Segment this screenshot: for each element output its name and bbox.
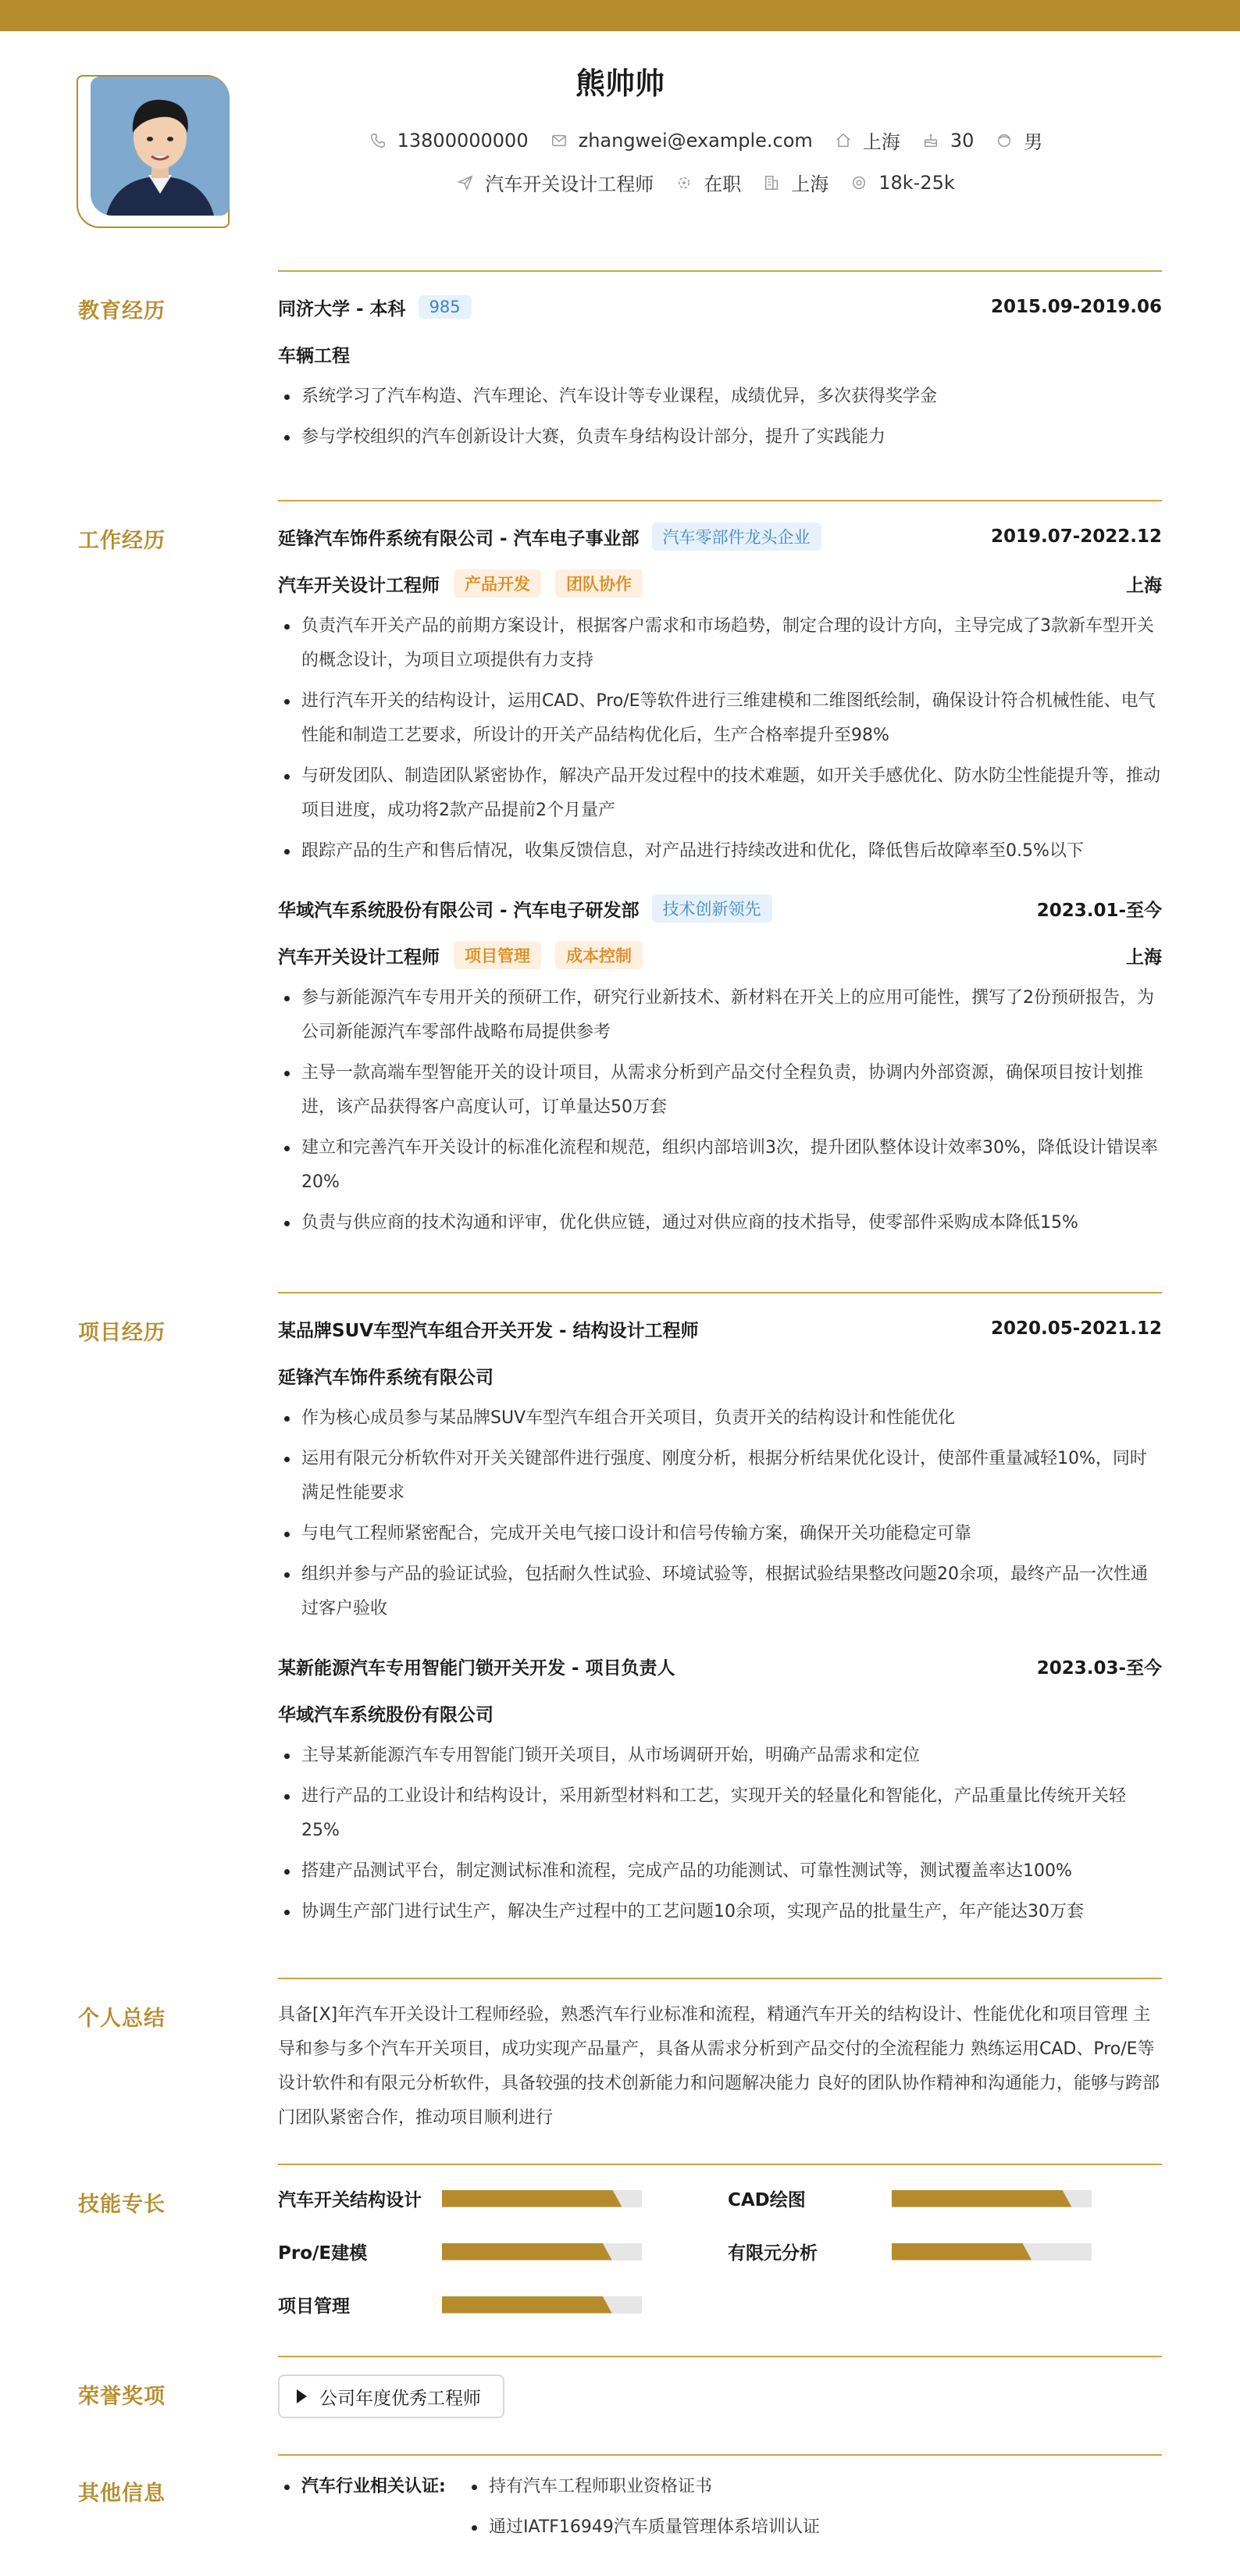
section-title: 技能专长 bbox=[78, 2192, 166, 2217]
list-item: 持有汽车工程师职业资格证书 bbox=[465, 2470, 820, 2504]
education-bullets bbox=[278, 380, 1162, 455]
section-divider bbox=[278, 1292, 1162, 1293]
section-divider bbox=[278, 270, 1162, 272]
email-item bbox=[551, 130, 813, 152]
skill-item bbox=[278, 2292, 642, 2317]
skill-item bbox=[728, 2239, 1092, 2264]
send-icon bbox=[457, 174, 474, 191]
position-item bbox=[457, 169, 654, 196]
role-tag: 成本控制 bbox=[555, 941, 643, 969]
other-content bbox=[278, 2470, 1162, 2571]
company-tag: 技术创新领先 bbox=[652, 894, 772, 922]
list-item: 跟踪产品的生产和售后情况，收集反馈信息，对产品进行持续改进和优化，降低售后故障率至0.5%以下 bbox=[278, 834, 1162, 869]
skill-bar-fill bbox=[442, 2243, 612, 2260]
section-title: 项目经历 bbox=[78, 1321, 166, 1345]
skill-bar bbox=[442, 2243, 642, 2260]
status-item bbox=[675, 169, 741, 196]
home-icon bbox=[835, 132, 852, 149]
coin-icon bbox=[850, 174, 868, 191]
job-date: 2019.07-2022.12 bbox=[990, 526, 1162, 547]
summary-text: 具备[X]年汽车开关设计工程师经验，熟悉汽车行业标准和流程，精通汽车开关的结构设计、性能优化和项目管理 主导和参与多个汽车开关项目，成功实现产品量产，具备从需求分析到产品交付的全流程能力 熟练运用CAD、Pro/E等设计软件和有限元分析软件，具备较强的技术创新能力和问题解决能力 良好的团队协作精神和沟通能力，能够与跨部门团队紧密合作，推动项目顺利进行 bbox=[278, 2005, 1160, 2128]
project-company: 延锋汽车饰件系统有限公司 bbox=[278, 1367, 494, 1388]
school-name: 同济大学 - 本科 bbox=[278, 298, 406, 319]
city-item bbox=[835, 127, 900, 154]
other-key: 汽车行业相关认证: bbox=[278, 2470, 446, 2504]
project-date: 2023.03-至今 bbox=[1036, 1657, 1162, 1679]
project-header bbox=[278, 1314, 1162, 1343]
project-entry bbox=[278, 1651, 1162, 1929]
section-title: 个人总结 bbox=[78, 2007, 166, 2031]
skill-item bbox=[278, 2239, 642, 2264]
job-intent-row bbox=[242, 169, 1170, 196]
age-text: 30 bbox=[950, 129, 975, 152]
job-entry bbox=[278, 522, 1162, 869]
skill-bar-fill bbox=[892, 2243, 1032, 2260]
list-item: 系统学习了汽车构造、汽车理论、汽车设计等专业课程，成绩优异，多次获得奖学金 bbox=[278, 380, 1162, 414]
skill-bar bbox=[442, 2190, 642, 2207]
project-date: 2020.05-2021.12 bbox=[990, 1318, 1162, 1339]
list-item: 通过IATF16949汽车质量管理体系培训认证 bbox=[465, 2510, 820, 2545]
section-title: 其他信息 bbox=[78, 2481, 166, 2506]
project-company: 华域汽车系统股份有限公司 bbox=[278, 1704, 494, 1725]
city-text: 上海 bbox=[862, 131, 900, 153]
job-date: 2023.01-至今 bbox=[1036, 900, 1162, 921]
list-item: 组织并参与产品的验证试验，包括耐久性试验、环境试验等，根据试验结果整改问题20余项，最终产品一次性通过客户验收 bbox=[278, 1557, 1162, 1626]
section-divider bbox=[278, 2454, 1162, 2456]
status-icon bbox=[675, 174, 693, 191]
major-row bbox=[278, 339, 1162, 369]
list-item: 参与新能源汽车专用开关的预研工作，研究行业新技术、新材料在开关上的应用可能性，撰写了2份预研报告，为公司新能源汽车零部件战略布局提供参考 bbox=[278, 981, 1162, 1050]
phone-icon bbox=[369, 132, 387, 149]
salary-item bbox=[850, 172, 955, 194]
project-bullets bbox=[278, 1401, 1162, 1626]
list-item: 主导某新能源汽车专用智能门锁开关项目，从市场调研开始，明确产品需求和定位 bbox=[278, 1739, 1162, 1773]
skill-bar bbox=[892, 2190, 1092, 2207]
play-icon bbox=[297, 2389, 307, 2403]
list-item: 与电气工程师紧密配合，完成开关电气接口设计和信号传输方案，确保开关功能稳定可靠 bbox=[278, 1517, 1162, 1551]
cake-icon bbox=[922, 132, 939, 149]
section-title: 工作经历 bbox=[78, 529, 166, 553]
section-divider bbox=[278, 2356, 1162, 2357]
skill-bar-fill bbox=[442, 2296, 612, 2314]
skill-label: CAD绘图 bbox=[728, 2190, 806, 2210]
education-content bbox=[278, 292, 1162, 455]
list-item: 建立和完善汽车开关设计的标准化流程和规范，组织内部培训3次，提升团队整体设计效率30%，降低设计错误率20% bbox=[278, 1131, 1162, 1200]
list-item: 进行汽车开关的结构设计，运用CAD、Pro/E等软件进行三维建模和二维图纸绘制，确保设计符合机械性能、电气性能和制造工艺要求，所设计的开关产品结构优化后，生产合格率提升至98% bbox=[278, 684, 1162, 753]
role-tag: 团队协作 bbox=[555, 569, 643, 598]
skills-content bbox=[278, 2185, 1162, 2334]
skill-label: Pro/E建模 bbox=[278, 2243, 368, 2264]
skill-label: 有限元分析 bbox=[728, 2243, 818, 2264]
award-label: 公司年度优秀工程师 bbox=[319, 2388, 481, 2409]
project-bullets bbox=[278, 1739, 1162, 1929]
company-tag: 汽车零部件龙头企业 bbox=[652, 523, 821, 551]
company-name: 延锋汽车饰件系统有限公司 - 汽车电子事业部 bbox=[278, 528, 640, 549]
email-text: zhangwei@example.com bbox=[578, 129, 813, 152]
skill-bar bbox=[892, 2243, 1092, 2260]
role-row bbox=[278, 940, 1162, 970]
section-divider bbox=[278, 500, 1162, 501]
job-bullets bbox=[278, 981, 1162, 1240]
list-item: 运用有限元分析软件对开关关键部件进行强度、刚度分析，根据分析结果优化设计，使部件重量减轻10%，同时满足性能要求 bbox=[278, 1442, 1162, 1511]
job-location: 上海 bbox=[1126, 575, 1162, 596]
job-location: 上海 bbox=[1126, 947, 1162, 968]
list-item: 与研发团队、制造团队紧密协作，解决产品开发过程中的技术难题，如开关手感优化、防水防尘性能提升等，推动项目进度，成功将2款产品提前2个月量产 bbox=[278, 759, 1162, 828]
section-title: 教育经历 bbox=[78, 299, 166, 323]
gender-icon bbox=[996, 132, 1013, 149]
project-entry bbox=[278, 1314, 1162, 1626]
project-name: 某品牌SUV车型汽车组合开关开发 - 结构设计工程师 bbox=[278, 1320, 699, 1341]
mail-icon bbox=[551, 132, 568, 149]
section-title: 荣誉奖项 bbox=[78, 2385, 166, 2409]
list-item: 协调生产部门进行试生产，解决生产过程中的工艺问题10余项，实现产品的批量生产，年产能达30万套 bbox=[278, 1895, 1162, 1929]
section-divider bbox=[278, 1978, 1162, 1979]
list-item: 参与学校组织的汽车创新设计大赛，负责车身结构设计部分，提升了实践能力 bbox=[278, 420, 1162, 455]
project-company-row bbox=[278, 1698, 1162, 1728]
top-accent-bar bbox=[0, 0, 1240, 31]
skill-item bbox=[278, 2185, 642, 2211]
projects-content bbox=[278, 1314, 1162, 1929]
role-name: 汽车开关设计工程师 bbox=[278, 947, 440, 968]
candidate-name: 熊帅帅 bbox=[575, 66, 665, 101]
skill-label: 项目管理 bbox=[278, 2296, 350, 2317]
job-bullets bbox=[278, 609, 1162, 869]
job-header bbox=[278, 894, 1162, 923]
age-item bbox=[922, 130, 975, 152]
role-tag: 产品开发 bbox=[454, 569, 541, 598]
building-icon bbox=[763, 174, 780, 191]
section-divider bbox=[278, 2164, 1162, 2165]
other-list bbox=[465, 2470, 820, 2545]
school-tag: 985 bbox=[419, 295, 472, 319]
phone-text: 13800000000 bbox=[397, 129, 529, 152]
job-entry bbox=[278, 894, 1162, 1240]
award-item[interactable] bbox=[278, 2374, 504, 2418]
gender-text: 男 bbox=[1024, 131, 1043, 153]
position-text: 汽车开关设计工程师 bbox=[485, 173, 654, 195]
status-text: 在职 bbox=[704, 173, 742, 195]
job-header bbox=[278, 522, 1162, 551]
skill-bar bbox=[442, 2296, 642, 2314]
gender-item bbox=[996, 127, 1042, 154]
major-name: 车辆工程 bbox=[278, 345, 350, 366]
list-item: 主导一款高端车型智能开关的设计项目，从需求分析到产品交付全程负责，协调内外部资源，确保项目按计划推进，该产品获得客户高度认可，订单量达50万套 bbox=[278, 1056, 1162, 1125]
skill-item bbox=[728, 2185, 1092, 2211]
work-content bbox=[278, 522, 1162, 1240]
skill-bar-fill bbox=[442, 2190, 622, 2207]
project-name: 某新能源汽车专用智能门锁开关开发 - 项目负责人 bbox=[278, 1657, 675, 1679]
salary-text: 18k-25k bbox=[878, 171, 955, 194]
list-item: 作为核心成员参与某品牌SUV车型汽车组合开关项目，负责开关的结构设计和性能优化 bbox=[278, 1401, 1162, 1436]
role-row bbox=[278, 569, 1162, 598]
project-company-row bbox=[278, 1361, 1162, 1390]
list-item: 负责汽车开关产品的前期方案设计，根据客户需求和市场趋势，制定合理的设计方向，主导完成了3款新车型开关的概念设计，为项目立项提供有力支持 bbox=[278, 609, 1162, 678]
skill-label: 汽车开关结构设计 bbox=[278, 2190, 422, 2210]
role-name: 汽车开关设计工程师 bbox=[278, 575, 440, 596]
list-item: 搭建产品测试平台，制定测试标准和流程，完成产品的功能测试、可靠性测试等，测试覆盖率达100% bbox=[278, 1854, 1162, 1889]
expected-city-item bbox=[763, 169, 828, 196]
skill-bar-fill bbox=[892, 2190, 1071, 2207]
contact-row bbox=[242, 127, 1170, 154]
summary-content bbox=[278, 1998, 1162, 2135]
project-header bbox=[278, 1651, 1162, 1681]
expected-city-text: 上海 bbox=[791, 173, 829, 195]
awards-content bbox=[278, 2374, 1162, 2421]
phone-item bbox=[369, 130, 529, 152]
role-tag: 项目管理 bbox=[454, 941, 541, 969]
company-name: 华域汽车系统股份有限公司 - 汽车电子研发部 bbox=[278, 900, 640, 921]
other-section bbox=[0, 2454, 1240, 2556]
list-item: 负责与供应商的技术沟通和评审，优化供应链，通过对供应商的技术指导，使零部件采购成本降低15% bbox=[278, 1206, 1162, 1240]
education-header bbox=[278, 292, 1162, 322]
education-date: 2015.09-2019.06 bbox=[990, 297, 1162, 317]
list-item: 进行产品的工业设计和结构设计，采用新型材料和工艺，实现开关的轻量化和智能化，产品重量比传统开关轻25% bbox=[278, 1779, 1162, 1848]
